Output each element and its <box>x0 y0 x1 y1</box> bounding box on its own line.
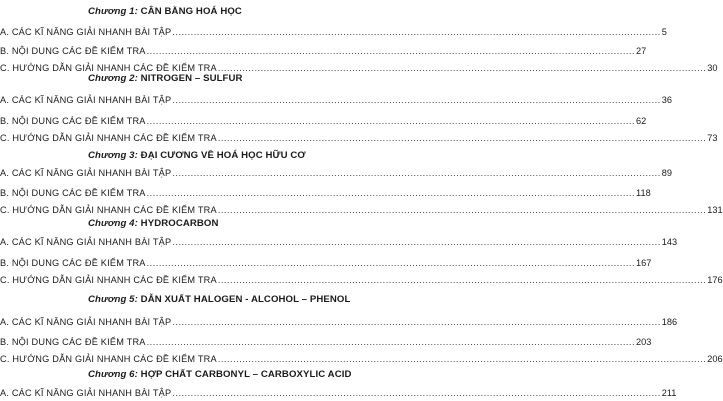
toc-entry[interactable] <box>0 113 647 129</box>
chapter-number: Chương 2: <box>88 73 138 84</box>
toc-entry[interactable] <box>0 24 667 40</box>
toc-page-number: 27 <box>636 46 647 56</box>
toc-entry-label: A. CÁC KĨ NĂNG GIẢI NHANH BÀI TẬP <box>0 237 172 247</box>
toc-entry[interactable] <box>0 314 678 330</box>
chapter-title: CÂN BẰNG HOÁ HỌC <box>140 6 242 17</box>
toc-page-number: 186 <box>661 317 678 327</box>
dot-leader: ................................................................................................................................................................ <box>217 354 707 364</box>
chapter-heading <box>88 216 219 232</box>
toc-entry-label: A. CÁC KĨ NĂNG GIẢI NHANH BÀI TẬP <box>0 27 172 37</box>
chapter-number: Chương 4: <box>88 218 138 229</box>
chapter-title: NITROGEN – SULFUR <box>140 73 243 84</box>
dot-leader: ................................................................................................................................................................ <box>146 258 636 268</box>
toc-entry-label: C. HƯỚNG DẪN GIẢI NHANH CÁC ĐỀ KIỂM TRA <box>0 354 217 364</box>
toc-entry[interactable] <box>0 385 677 401</box>
chapter-number: Chương 1: <box>88 6 138 17</box>
dot-leader: ................................................................................................................................................................ <box>146 188 636 198</box>
toc-entry-label: B. NỘI DUNG CÁC ĐỀ KIỂM TRA <box>0 116 146 126</box>
dot-leader: ................................................................................................................................................................ <box>217 63 707 73</box>
toc-entry-label: C. HƯỚNG DẪN GIẢI NHANH CÁC ĐỀ KIỂM TRA <box>0 205 217 215</box>
toc-entry-label: C. HƯỚNG DẪN GIẢI NHANH CÁC ĐỀ KIỂM TRA <box>0 133 217 143</box>
toc-page-number: 118 <box>636 188 651 198</box>
toc-page-number: 36 <box>661 95 672 105</box>
dot-leader: ................................................................................................................................................................ <box>172 27 661 37</box>
dot-leader: ................................................................................................................................................................ <box>172 237 661 247</box>
dot-leader: ................................................................................................................................................................ <box>172 317 661 327</box>
toc-page-number: 206 <box>707 354 723 364</box>
toc-entry[interactable] <box>0 43 647 59</box>
chapter-title: HỢP CHẤT CARBONYL – CARBOXYLIC ACID <box>140 369 352 380</box>
toc-page-number: 211 <box>661 388 677 398</box>
dot-leader: ................................................................................................................................................................ <box>146 116 636 126</box>
toc-entry[interactable] <box>0 130 718 146</box>
toc-entry-label: A. CÁC KĨ NĂNG GIẢI NHANH BÀI TẬP <box>0 317 172 327</box>
toc-page-number: 143 <box>661 237 678 247</box>
toc-entry[interactable] <box>0 351 723 367</box>
dot-leader: ................................................................................................................................................................ <box>172 168 661 178</box>
dot-leader: ................................................................................................................................................................ <box>146 337 636 347</box>
toc-entry[interactable] <box>0 185 651 201</box>
toc-entry-label: B. NỘI DUNG CÁC ĐỀ KIỂM TRA <box>0 188 146 198</box>
chapter-heading <box>88 4 242 20</box>
dot-leader: ................................................................................................................................................................ <box>217 275 707 285</box>
toc-page-number: 89 <box>661 168 672 178</box>
toc-entry[interactable] <box>0 92 672 108</box>
chapter-heading <box>88 367 352 383</box>
toc-entry[interactable] <box>0 272 723 288</box>
toc-entry-label: A. CÁC KĨ NĂNG GIẢI NHANH BÀI TẬP <box>0 388 172 398</box>
toc-page-number: 62 <box>636 116 647 126</box>
chapter-heading <box>88 292 350 308</box>
chapter-number: Chương 5: <box>88 294 138 305</box>
toc-entry-label: B. NỘI DUNG CÁC ĐỀ KIỂM TRA <box>0 46 146 56</box>
toc-entry[interactable] <box>0 334 652 350</box>
toc-entry-label: A. CÁC KĨ NĂNG GIẢI NHANH BÀI TẬP <box>0 95 172 105</box>
chapter-title: HYDROCARBON <box>140 218 219 229</box>
chapter-title: ĐẠI CƯƠNG VỀ HOÁ HỌC HỮU CƠ <box>140 150 306 161</box>
toc-page-number: 73 <box>707 133 718 143</box>
dot-leader: ................................................................................................................................................................ <box>172 95 661 105</box>
toc-page-number: 203 <box>636 337 652 347</box>
toc-page-number: 167 <box>636 258 652 268</box>
toc-page-number: 176 <box>707 275 723 285</box>
toc-entry[interactable] <box>0 165 672 181</box>
toc-page-number: 30 <box>707 63 718 73</box>
toc-page-number: 5 <box>661 27 667 37</box>
chapter-heading <box>88 148 306 164</box>
toc-entry-label: C. HƯỚNG DẪN GIẢI NHANH CÁC ĐỀ KIỂM TRA <box>0 275 217 285</box>
chapter-title: DẪN XUẤT HALOGEN - ALCOHOL – PHENOL <box>140 294 351 305</box>
toc-entry[interactable] <box>0 255 652 271</box>
toc-entry[interactable] <box>0 234 678 250</box>
toc-entry-label: A. CÁC KĨ NĂNG GIẢI NHANH BÀI TẬP <box>0 168 172 178</box>
toc-entry-label: C. HƯỚNG DẪN GIẢI NHANH CÁC ĐỀ KIỂM TRA <box>0 63 217 73</box>
dot-leader: ................................................................................................................................................................ <box>217 205 707 215</box>
toc-entry-label: B. NỘI DUNG CÁC ĐỀ KIỂM TRA <box>0 258 146 268</box>
dot-leader: ................................................................................................................................................................ <box>217 133 707 143</box>
toc-page-number: 131 <box>707 205 723 215</box>
chapter-number: Chương 3: <box>88 150 138 161</box>
chapter-heading <box>88 71 243 87</box>
chapter-number: Chương 6: <box>88 369 138 380</box>
dot-leader: ................................................................................................................................................................ <box>172 388 661 398</box>
toc-entry-label: B. NỘI DUNG CÁC ĐỀ KIỂM TRA <box>0 337 146 347</box>
dot-leader: ................................................................................................................................................................ <box>146 46 636 56</box>
